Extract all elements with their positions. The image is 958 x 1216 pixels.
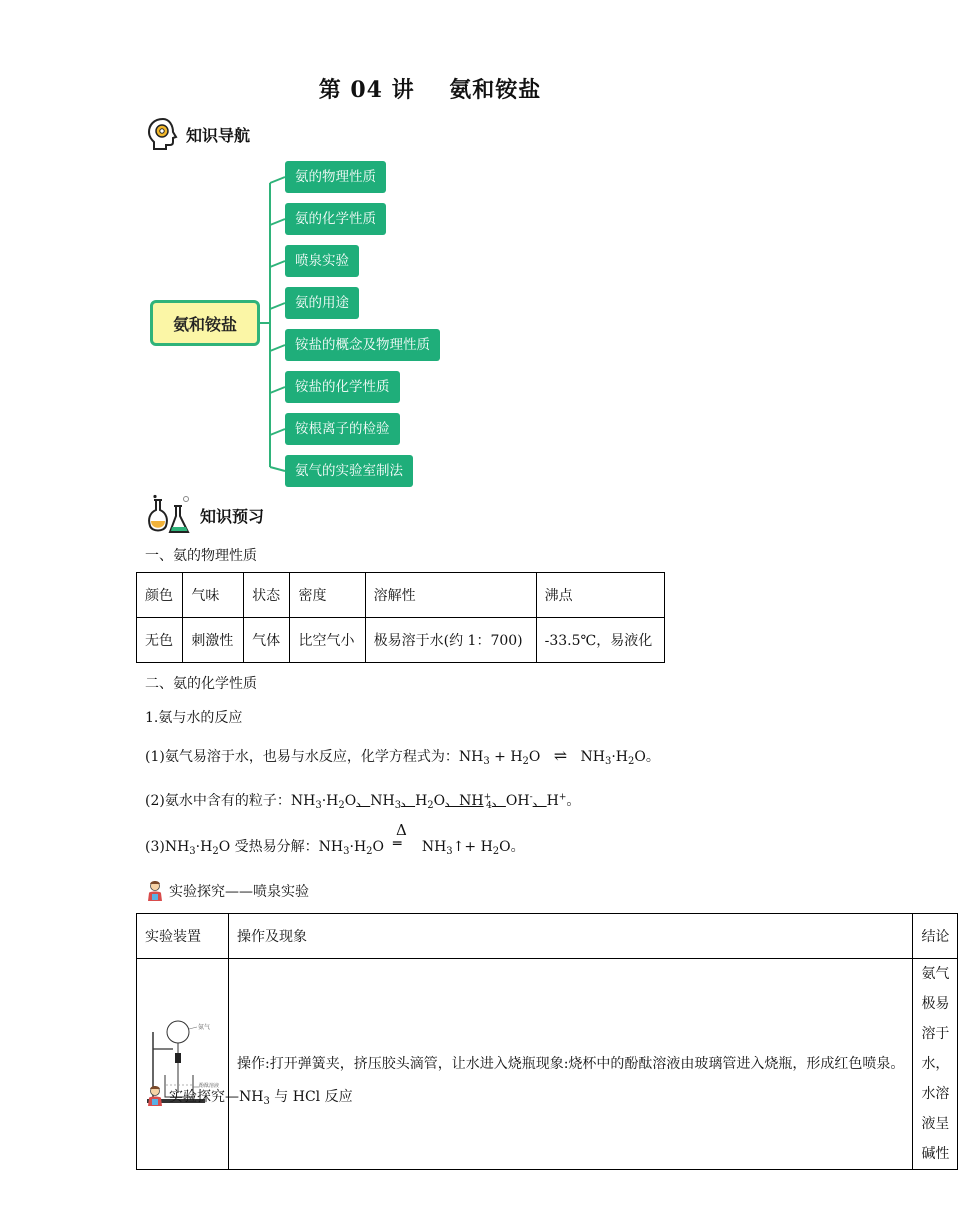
head-gear-icon [146,116,180,152]
decomposition-line: $(3)NH_3\cdot H_2O$ 受热易分解：$NH_3\cdot H_2O$ Δ ═ $NH_3↑+ H_2O$。 [145,821,525,857]
physical-properties-table [136,572,665,663]
particles-line [145,790,580,811]
header-state: 状态 [244,573,290,618]
label-phenolphthalein: 酚酞溶液 [199,1083,220,1089]
scientist-icon [145,1085,165,1107]
value-density: 比空气小 [290,618,365,663]
mindmap-node-3: 喷泉实验 [285,245,359,277]
mindmap-node-6: 铵盐的化学性质 [285,371,400,403]
section1-title: 一、氨的物理性质 [145,548,257,564]
equation-line-1 [145,746,660,767]
header-density: 密度 [290,573,365,618]
mindmap-node-5: 铵盐的概念及物理性质 [285,329,440,361]
scientist-icon [145,880,165,902]
section2-title: 二、氨的化学性质 [145,676,257,692]
equation-1-formula: $NH_3 + H_2O$ ⇌ $NH_3\cdot H_2O$。 [458,746,660,767]
particles-list: $NH_3\cdot H_2O$、$NH_3$、$H_2O$、$NH^+_4$、OH-、H+。 [290,792,581,811]
mindmap-node-2: 氨的化学性质 [285,203,386,235]
header-apparatus: 实验装置 [137,914,229,959]
apparatus-cell [137,959,229,1170]
value-odor: 刺激性 [183,618,244,663]
mindmap-node-4: 氨的用途 [285,287,359,319]
value-color: 无色 [137,618,183,663]
value-solubility: 极易溶于水(约 1：700) [365,618,536,663]
header-boiling-point: 沸点 [536,573,664,618]
header-solubility: 溶解性 [365,573,536,618]
value-boiling-point: -33.5℃，易液化 [536,618,664,663]
fountain-experiment-table [136,913,958,1170]
header-color: 颜色 [137,573,183,618]
heat-symbol: Δ [395,821,407,839]
mindmap-connectors [258,170,288,480]
value-state: 气体 [244,618,290,663]
operation-text: 操作:打开弹簧夹，挤压胶头滴管，让水进入烧瓶现象:烧杯中的酚酞溶液由玻璃管进入烧瓶，形成红色喷泉。 [229,959,913,1170]
mindmap-node-7: 铵根离子的检验 [285,413,400,445]
knowledge-nav-title: 知识导航 [186,125,251,145]
header-odor: 气味 [183,573,244,618]
mindmap-root: 氨和铵盐 [150,300,260,346]
knowledge-preview-heading [146,494,264,536]
equation-1-prefix: (1)氨气易溶于水，也易与水反应，化学方程式为： [145,749,459,765]
page-title: 第 04 讲 氨和铵盐 [318,77,542,103]
experiment2-label: 实验探究$—NH_3$ 与 HCl 反应 [145,1085,353,1107]
conclusion-text: 氨气极易溶于水，水溶液呈碱性 [913,959,958,1170]
knowledge-nav-heading [146,116,250,152]
particles-prefix: (2)氨水中含有的粒子： [145,793,291,809]
flask-icon [146,494,194,536]
subsection-ammonia-water: 1.氨与水的反应 [145,710,243,726]
header-operation: 操作及现象 [229,914,913,959]
header-conclusion: 结论 [913,914,958,959]
experiment1-label: 实验探究——喷泉实验 [145,880,309,902]
mindmap-node-8: 氨气的实验室制法 [285,455,413,487]
knowledge-preview-title: 知识预习 [200,506,265,526]
label-ammonia: 氨气 [198,1024,211,1031]
mindmap-node-1: 氨的物理性质 [285,161,386,193]
